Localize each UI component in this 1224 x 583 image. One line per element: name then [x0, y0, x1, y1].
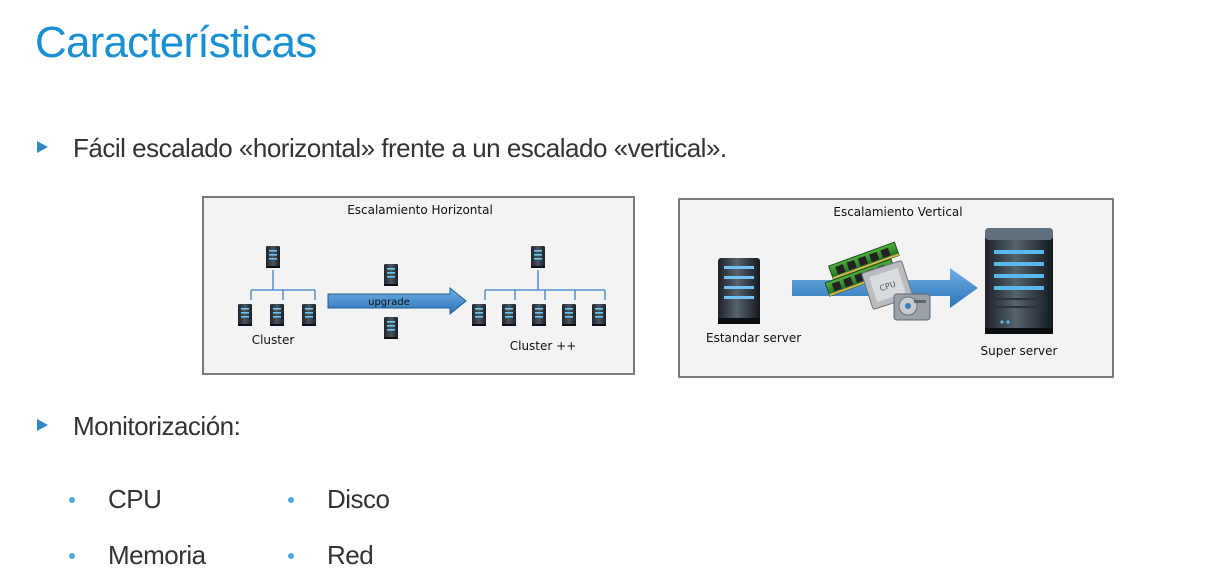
server-icon — [238, 304, 252, 326]
bullet-scaling — [73, 133, 727, 164]
server-icon — [472, 304, 486, 326]
server-icon — [592, 304, 606, 326]
super-server-label: Super server — [980, 344, 1058, 358]
upgrade-label: upgrade — [368, 297, 410, 308]
standard-server-label: Estandar server — [706, 331, 802, 345]
server-icon — [531, 246, 545, 268]
server-icon — [302, 304, 316, 326]
horizontal-diagram-title: Escalamiento Horizontal — [347, 203, 493, 217]
slide-title: Características — [35, 18, 317, 67]
bullet-dot-icon — [69, 553, 75, 559]
vertical-scaling-diagram — [678, 198, 1114, 378]
horizontal-scaling-graphic — [204, 198, 637, 377]
monitoring-item-label: Red — [327, 540, 374, 570]
bullet-arrow-icon — [37, 141, 48, 153]
horizontal-scaling-diagram — [202, 196, 635, 375]
cluster-plus-label: Cluster ++ — [509, 339, 577, 353]
server-icon — [384, 317, 398, 339]
standard-server-icon — [718, 258, 760, 324]
hard-disk-icon — [894, 294, 930, 320]
monitoring-item-disco — [327, 484, 390, 515]
vertical-diagram-title: Escalamiento Vertical — [833, 205, 963, 219]
vertical-scaling-graphic — [680, 200, 1116, 380]
monitoring-item-memoria — [108, 540, 206, 571]
super-server-icon — [985, 228, 1053, 334]
bullet-arrow-icon — [37, 419, 48, 431]
bullet-dot-icon — [288, 497, 294, 503]
cpu-chip-label: CPU — [878, 279, 897, 294]
bullet-dot-icon — [69, 497, 75, 503]
server-icon — [270, 304, 284, 326]
bullet-dot-icon — [288, 553, 294, 559]
monitoring-item-cpu — [108, 484, 161, 515]
bullet-monitoring — [73, 411, 240, 442]
cluster-label: Cluster — [251, 333, 295, 347]
monitoring-item-label: Memoria — [108, 540, 206, 570]
server-icon — [532, 304, 546, 326]
monitoring-item-label: CPU — [108, 484, 162, 514]
bullet-monitoring-text: Monitorización: — [73, 411, 241, 441]
bullet-scaling-text: Fácil escalado «horizontal» frente a un escalado «vertical». — [73, 133, 727, 163]
server-icon — [266, 246, 280, 268]
server-icon — [502, 304, 516, 326]
server-icon — [384, 264, 398, 286]
monitoring-item-red — [327, 540, 373, 571]
server-icon — [562, 304, 576, 326]
monitoring-item-label: Disco — [327, 484, 390, 514]
